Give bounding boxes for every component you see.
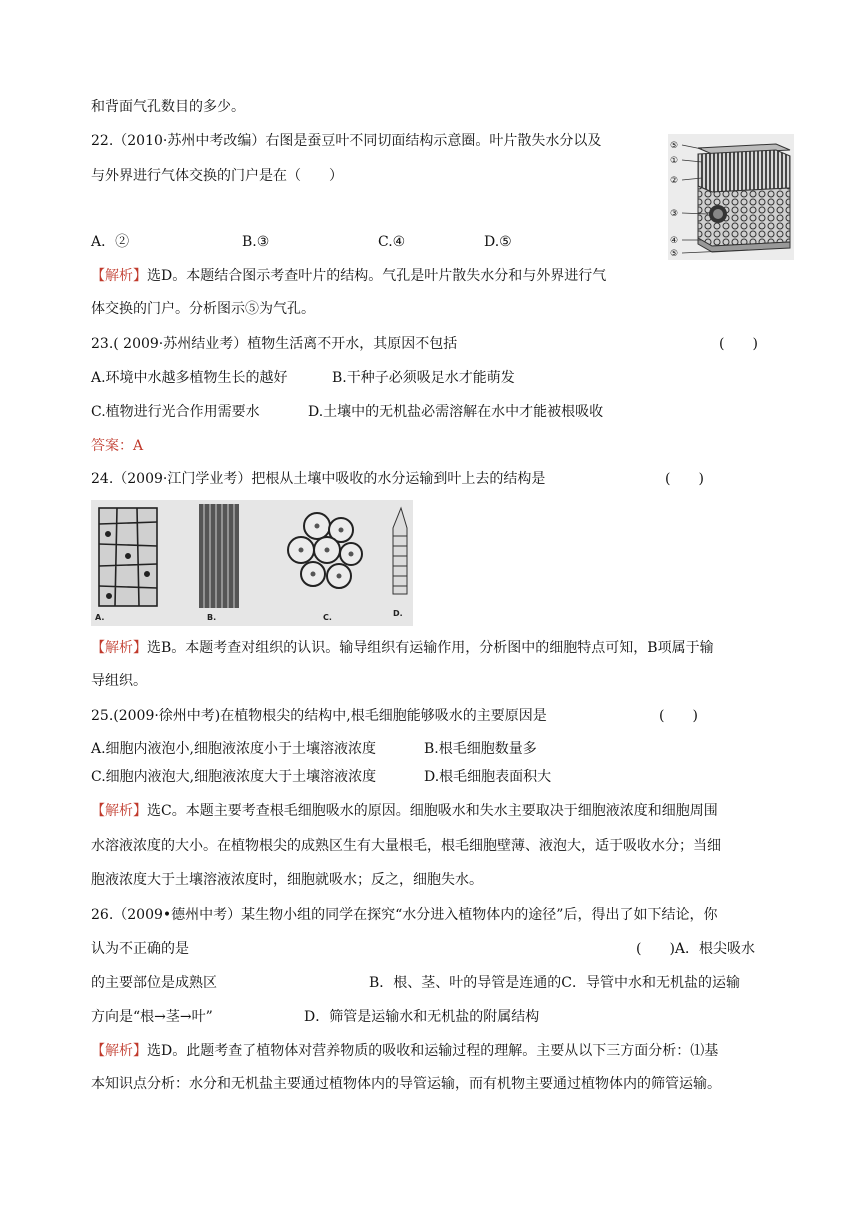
- fig-label-1: ①: [670, 156, 679, 166]
- tissue-label-b: B.: [207, 613, 217, 622]
- q26-option-d: D．筛管是运输水和无机盐的附属结构: [304, 1009, 540, 1025]
- q26-stem-line4: 方向是“根→茎→叶”: [91, 1009, 213, 1025]
- q26-stem-line3: 的主要部位是成熟区: [91, 975, 217, 991]
- q22-option-a: A．②: [91, 234, 130, 250]
- q25-analysis-text1: 选C。本题主要考查根毛细胞吸水的原因。细胞吸水和失水主要取决于细胞液浓度和细胞周围: [147, 803, 718, 819]
- q25-analysis-line2: 水溶液浓度的大小。在植物根尖的成熟区生有大量根毛，根毛细胞壁薄、液泡大，适于吸收水分；当细: [91, 838, 721, 854]
- q25-analysis-line3: 胞液浓度大于土壤溶液浓度时，细胞就吸水；反之，细胞失水。: [91, 872, 483, 888]
- intro-line: 和背面气孔数目的多少。: [91, 99, 245, 115]
- q23-option-d: D.土壤中的无机盐必需溶解在水中才能被根吸收: [308, 404, 604, 420]
- tissue-label-a: A.: [95, 613, 105, 622]
- q22-option-c: C.④: [378, 234, 406, 250]
- q22-analysis-line2: 体交换的门户。分析图示⑤为气孔。: [91, 301, 315, 317]
- q26-analysis-line2: 本知识点分析：水分和无机盐主要通过植物体内的导管运输，而有机物主要通过植物体内的筛管运输。: [91, 1076, 721, 1092]
- q24-analysis-line2: 导组织。: [91, 673, 147, 689]
- q23-option-b: B.干种子必须吸足水才能萌发: [332, 370, 515, 386]
- q24-answer-paren: ( ): [665, 471, 704, 487]
- q25-stem: 25.(2009·徐州中考)在植物根尖的结构中,根毛细胞能够吸水的主要原因是: [91, 708, 547, 724]
- q22-stem-line1: 22.（2010·苏州中考改编）右图是蚕豆叶不同切面结构示意圈。叶片散失水分以及: [91, 133, 602, 149]
- q23-option-c: C.植物进行光合作用需要水: [91, 404, 260, 420]
- q25-option-a: A.细胞内液泡小,细胞液浓度小于土壤溶液浓度: [91, 741, 377, 757]
- leaf-cross-section-figure: [668, 134, 794, 260]
- q24-analysis-text1: 选B。本题考查对组织的认识。输导组织有运输作用，分析图中的细胞特点可知，B项属于输: [147, 640, 714, 656]
- tissue-label-d: D.: [393, 609, 403, 618]
- analysis-tag: 【解析】: [91, 803, 147, 819]
- q24-stem: 24.（2009·江门学业考）把根从土壤中吸收的水分运输到叶上去的结构是: [91, 471, 546, 487]
- analysis-tag: 【解析】: [91, 640, 147, 656]
- analysis-tag: 【解析】: [91, 1043, 147, 1059]
- q26-paren-option-a: ( )A．根尖吸水: [636, 941, 756, 957]
- fig-label-4: ④: [670, 236, 679, 246]
- q25-option-d: D.根毛细胞表面积大: [424, 769, 552, 785]
- fig-label-5-bottom: ⑤: [670, 249, 679, 259]
- q26-analysis-text1: 选D。此题考查了植物体对营养物质的吸收和运输过程的理解。主要从以下三方面分析：⑴基: [147, 1043, 719, 1059]
- q25-analysis-line1: [91, 801, 718, 821]
- q22-option-b: B.③: [242, 234, 270, 250]
- q25-answer-paren: ( ): [659, 708, 698, 724]
- q22-option-d: D.⑤: [484, 234, 512, 250]
- fig-label-5-top: ⑤: [670, 141, 679, 151]
- q26-stem-line2: 认为不正确的是: [91, 941, 189, 957]
- q23-answer: 答案：A: [91, 438, 144, 454]
- q25-option-b: B.根毛细胞数量多: [424, 741, 537, 757]
- fig-label-2: ②: [670, 176, 679, 186]
- q22-analysis-line1: [91, 266, 606, 286]
- analysis-tag: 【解析】: [91, 268, 147, 284]
- tissue-label-c: C.: [323, 613, 332, 622]
- q25-option-c: C.细胞内液泡大,细胞液浓度大于土壤溶液浓度: [91, 769, 377, 785]
- fig-label-3: ③: [670, 209, 679, 219]
- tissue-a-image: [99, 508, 157, 606]
- q26-options-b-c: B．根、茎、叶的导管是连通的C．导管中水和无机盐的运输: [369, 975, 740, 991]
- q24-analysis-line1: [91, 638, 714, 658]
- q26-stem-line1: 26.（2009•德州中考）某生物小组的同学在探究“水分进入植物体内的途径”后，得出了如下结论，你: [91, 907, 718, 923]
- q26-analysis-line1: [91, 1041, 718, 1061]
- q22-stem-line2: 与外界进行气体交换的门户是在（ ）: [91, 168, 343, 184]
- q23-stem: 23.( 2009·苏州结业考）植物生活离不开水，其原因不包括: [91, 336, 458, 352]
- tissue-b-image: [199, 504, 239, 608]
- q22-analysis-text1: 选D。本题结合图示考查叶片的结构。气孔是叶片散失水分和与外界进行气: [147, 268, 607, 284]
- q23-answer-paren: ( ): [719, 336, 758, 352]
- plant-tissue-figure: [91, 500, 413, 626]
- q23-option-a: A.环境中水越多植物生长的越好: [91, 370, 288, 386]
